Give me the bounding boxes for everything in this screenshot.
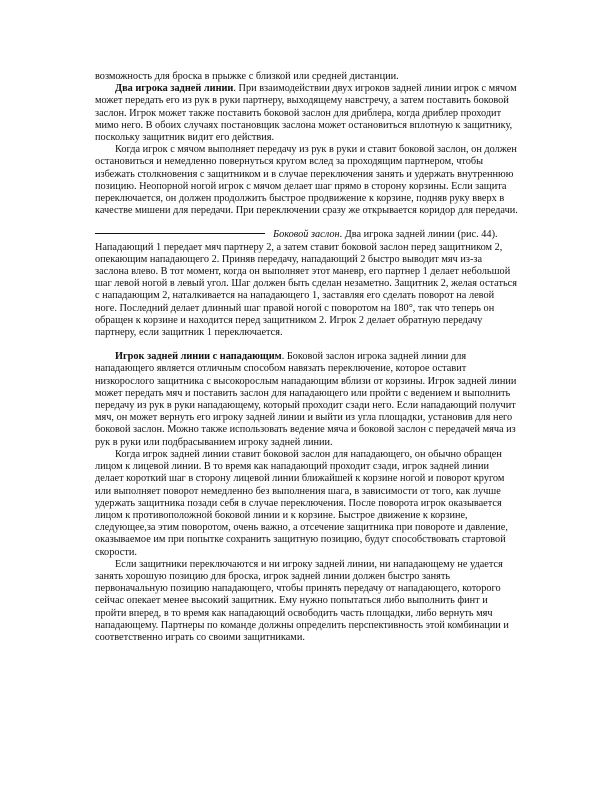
paragraph-text: . Боковой заслон игрока задней линии для нападающего является отличным способом навязать переключение, которое оставит низкорослого защитника с высокорослым нападающим вблизи от корзины. Игрок задней линии может передать мяч и поставить заслон для нападающего или пройти с ведением и выполнить передачу из рук в руки нападающему, который проходит сзади него. Если нападающий получит мяч, он может вернуть его игроку задней линии и выйти из угла площадки, установив для него боковой заслон. Можно также использовать ведение мяча и боковой заслон с передачей мяча из рук в руки или подбрасыванием игроку задней линии. — [95, 351, 517, 448]
paragraph-side-screen — [95, 229, 518, 339]
paragraph-text: Если защитники переключаются и ни игроку задней линии, ни нападающему не удается занять хорошую позицию для броска, игрок задней линии должен быстро занять первоначальную позицию нападающего, чтобы принять передачу от нападающего, которого сейчас опекает менее высокий защитник. Ему нужно попытаться либо выполнить финт и пройти вперед, в то время как нападающий освободить часть площадки, либо вернуть мяч нападающему. Партнеры по команде должны определить перспективность этой комбинации и соответственно играть со своими защитниками. — [95, 558, 509, 643]
paragraph-text: возможность для броска в прыжке с близкой или средней дистанции. — [95, 71, 399, 82]
paragraph-text: Когда игрок задней линии ставит боковой заслон для нападающего, он обычно обращен лицом к лицевой линии. В то время как нападающий проходит сзади, игрок задней линии делает короткий шаг в сторону лицевой линии ближайшей к корзине ногой и поворот кругом или выполняет поворот немедленно без выполнения шага, в зависимости от того, как лучше удержать защитника позади себя в случае переключения. После поворота игрок оказывается лицом к противоположной боковой линии и к корзине. Быстрое движение к корзине, следующее,за этим поворотом, очень важно, а отсечение защитника при повороте и давление, оказываемое им при попытке сохранить защитную позицию, будут способствовать стартовой скорости. — [95, 448, 508, 558]
section-heading-guard-forward: Игрок задней линии с нападающим — [115, 351, 282, 363]
paragraph-text: . Два игрока задней линии (рис. 44). Нападающий 1 передает мяч партнеру 2, а затем ставит боковой заслон перед защитником 2, опекающим нападающего 2. Приняв передачу, нападающий 2 быстро выводит мяч из-за заслона влево. В тот момент, когда он выполняет этот маневр, его партнер 1 делает небольшой шаг левой ногой в левый угол. Шаг должен быть сделан незаметно. Защитник 2, желая остаться с нападающим 2, наталкивается на нападающего 1, заставляя его сделать поворот на левой ноге. Последний делает длинный шаг правой ногой с поворотом на 180°, так что теперь он обращен к корзине и находится перед защитником 2. Игрок 2 делает обратную передачу партнеру, если защитник 1 переключается. — [95, 229, 517, 339]
section-heading-side-screen: Боковой заслон — [273, 229, 340, 241]
paragraph-two-guards — [95, 83, 518, 144]
section-heading-two-guards: Два игрока задней линии — [115, 83, 234, 95]
paragraph-text: . При взаимодействии двух игроков задней линии игрок с мячом может передать его из рук в руки партнеру, выходящему навстречу, а затем поставить боковой заслон. Игрок может также поставить боковой заслон для дриблера, когда дриблер проходит мимо него. В обоих случаях постановщик заслона может остановиться вплотную к защитнику, поскольку защитник видит его действия. — [95, 83, 517, 144]
paragraph-switch-defense — [95, 559, 518, 644]
paragraph-handoff-screen — [95, 144, 518, 217]
paragraph-guard-screen-detail — [95, 449, 518, 559]
paragraph-text: Когда игрок с мячом выполняет передачу из рук в руки и ставит боковой заслон, он должен остановиться и немедленно повернуться кругом вслед за проходящим партнером, чтобы избежать столкновения с защитником и в случае переключения занять и удержать внутреннюю позицию. Неопорной ногой игрок с мячом делает шаг прямо в сторону корзины. Если защита переключается, он должен продолжить быстрое продвижение к корзине, подняв руку вверх в качестве мишени для передачи. При переключении сразу же открывается коридор для передачи. — [95, 144, 518, 217]
paragraph-guard-forward — [95, 351, 518, 449]
paragraph-continuation — [95, 71, 518, 83]
document-page — [95, 71, 518, 644]
figure-placeholder-rule — [95, 233, 265, 234]
